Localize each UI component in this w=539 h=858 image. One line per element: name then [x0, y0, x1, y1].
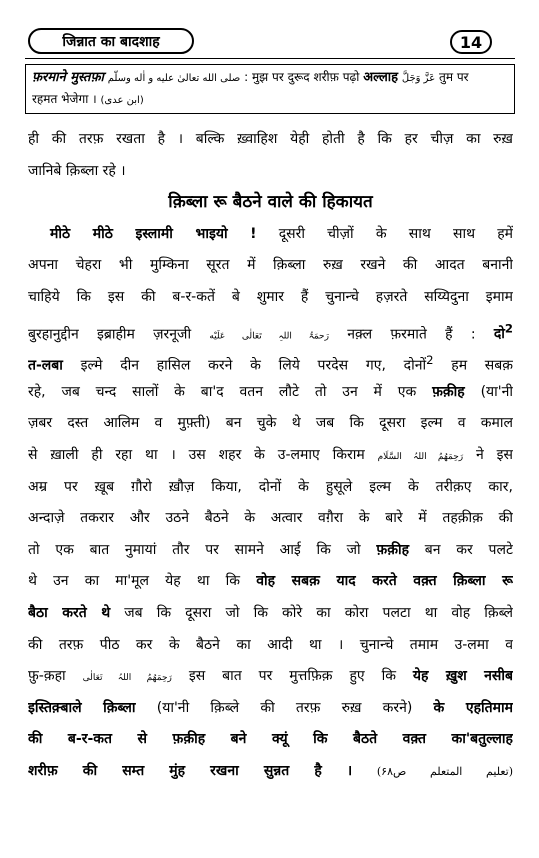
banner-line-1: [32, 67, 508, 89]
bold-text: की ब-र-कत से फ़क़ीह बने क्यूं कि बैठते वक़्त का'बतुल्लाह: [28, 731, 513, 748]
line-text: ज़बर दस्त आलिम व मुफ़्ती) बन चुके थे जब कि दूसरा इल्म व कमाल: [28, 415, 513, 432]
banner-allah: अल्लाह: [363, 70, 399, 85]
section-heading: [28, 187, 513, 219]
text-line: [28, 566, 513, 598]
line-text: अम्र पर ख़ूब ग़ौरो ख़ौज़ किया, दोनों के हुसूले इल्म के तरीक़ए कार,: [28, 478, 513, 495]
arabic-honorific: رَحِمَهُمُ اللہُ السَّلَام: [377, 451, 464, 462]
text-line: [28, 377, 513, 409]
line-text: से ख़ाली ही रहा था । उस शहर के उ-लमाए किराम: [28, 446, 365, 463]
text-line: [28, 282, 513, 314]
banner-line-2: [32, 89, 508, 111]
line-text: जानिबे क़िब्ला रहे ।: [28, 162, 126, 179]
bold-text: के एहतिमाम: [433, 699, 513, 716]
text-line: [28, 598, 513, 630]
line-text: ने इस: [476, 446, 513, 463]
superscript: 2: [504, 321, 513, 336]
banner-source: (ابن عدی): [100, 95, 144, 106]
text-line: [28, 250, 513, 282]
text-line: [28, 693, 513, 725]
line-text: बुरहानुद्दीन इब्राहीम ज़रनूजी: [28, 326, 192, 343]
text-line: [28, 630, 513, 662]
bold-text: दो$^2$: [493, 321, 513, 343]
bold-text: शरीफ़ की सम्त मुंह रखना सुन्नत है ।: [28, 762, 353, 779]
arabic-honorific: رَحِمَهُمُ اللہُ تَعَالٰی: [82, 673, 172, 684]
line-text: अन्दाज़े तकरार और उठने बैठने के अत्वार वग़ैरा के बारे में तहक़ीक़ की: [28, 510, 513, 527]
hadith-banner: [25, 64, 515, 114]
line-text: दूसरी चीज़ों के साथ साथ हमें: [278, 225, 513, 242]
banner-text-3: रहमत भेजेगा ।: [32, 92, 97, 106]
bold-text: फ़क़ीह: [376, 541, 410, 558]
banner-label: फ़रमाने मुस्तफ़ा: [32, 70, 104, 85]
banner-text-2: तुम पर: [439, 70, 469, 84]
header-divider: [25, 58, 515, 59]
line-text: बन कर पलटे: [424, 541, 513, 558]
line-text: थे उन का मा'मूल येह था कि: [28, 573, 241, 590]
text-line: [28, 219, 513, 251]
text-line: [28, 661, 513, 693]
text-line: [28, 472, 513, 504]
arabic-honorific: رَحمَۃُ اللہِ تَعَالٰی عَلَیْه: [209, 331, 329, 342]
line-text: तो एक बात नुमायां तौर पर सामने आई कि जो: [28, 541, 361, 558]
line-text: की तरफ़ पीठ कर के बैठने का आदी था । चुनान्चे तमाम उ-लमा व: [28, 636, 513, 653]
line-text: ही की तरफ़ रखता है । बल्कि ख़्वाहिश येही होती है कि हर चीज़ का रुख़: [28, 131, 513, 147]
bold-text: वोह सबक़ याद करते वक़्त क़िब्ला रू: [256, 573, 513, 590]
line-text: हम सबक़: [451, 357, 513, 374]
line-text: चाहिये कि इस की ब-र-कतें बे शुमार हैं चुनान्चे हज़रते सय्यिदुना इमाम: [28, 288, 513, 305]
text-line: [28, 535, 513, 567]
line-text: इल्मे दीन हासिल करने के लिये परदेस गए, दोनों: [80, 357, 427, 374]
bold-text: बैठा करते थे: [28, 604, 111, 621]
bold-text: मीठे मीठे इस्लामी भाइयो !: [50, 225, 257, 242]
heading-text: क़िब्ला रू बैठने वाले की हिकायत: [168, 192, 373, 213]
line-text: इस बात पर मुत्तफ़िक़ हुए कि: [188, 668, 396, 685]
line-text: (या'नी: [480, 383, 513, 400]
text-line: [28, 503, 513, 535]
text-line: [28, 756, 513, 788]
text-line: [28, 124, 513, 156]
bold-text: त-लबा: [28, 357, 63, 374]
text-line: [28, 314, 513, 346]
line-text: रहे, जब चन्द सालों के बा'द वतन लौटे तो उन में एक: [28, 383, 417, 400]
line-text: जब कि दूसरा जो कि कोरे का कोरा पलटा था वोह क़िब्ले: [124, 604, 513, 621]
line-text: (या'नी क़िब्ले की तरफ़ रुख़ करने): [156, 699, 413, 716]
banner-azza: عَزَّ وَجَلَّ: [401, 73, 436, 84]
text-line: [28, 345, 513, 377]
book-title-text: जिन्नात का बादशाह: [62, 33, 160, 50]
superscript: 2: [426, 353, 434, 368]
page-number: [450, 30, 492, 54]
bold-text: इस्तिक़्बाले क़िब्ला: [28, 699, 136, 716]
banner-text-1: : मुझ पर दुरूद शरीफ़ पढ़ो: [244, 70, 360, 84]
bold-text: येह ख़ुश नसीब: [412, 668, 513, 685]
text-line: [28, 408, 513, 440]
bold-text: फ़क़ीह: [432, 383, 465, 400]
line-text: नक़्ल फ़रमाते हैं :: [347, 326, 476, 343]
line-text: अपना चेहरा भी मुम्किना सूरत में क़िब्ला रुख़ रखने की आदत बनानी: [28, 257, 513, 274]
source-reference: (تعلیم المتعلم ص۶۸): [376, 764, 513, 778]
text-line: [28, 440, 513, 472]
text-line: [28, 156, 513, 188]
book-title: [28, 28, 194, 54]
body-text: [28, 124, 513, 787]
banner-salutation: صلى الله تعالیٰ علیه و اٰله وسلّم: [107, 73, 241, 84]
text-line: [28, 724, 513, 756]
line-text: फ़ु-क़हा: [28, 668, 66, 685]
page-number-text: 14: [459, 32, 483, 52]
